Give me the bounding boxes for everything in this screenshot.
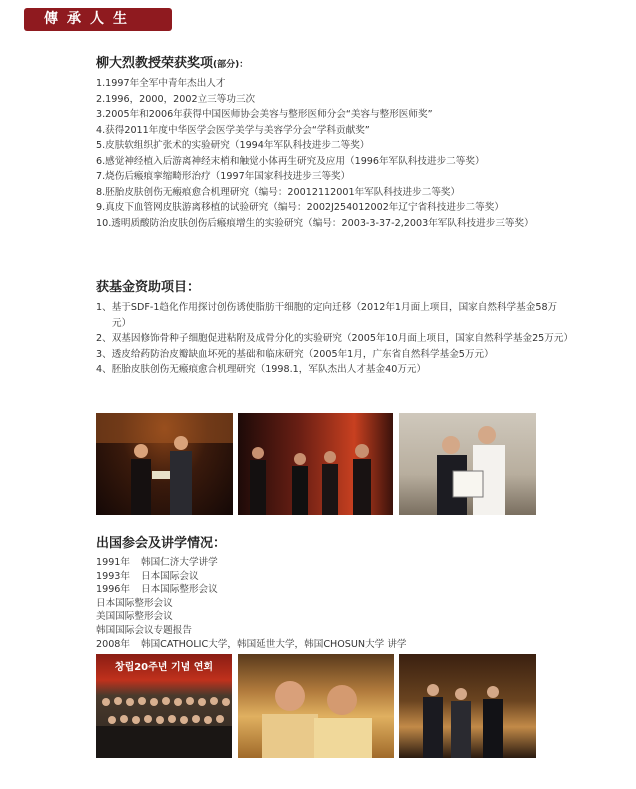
abroad-row [96, 556, 556, 570]
funding-item: 1、基于SDF-1趋化作用探讨创伤诱使脂肪干细胞的定向迁移（2012年1月面上项目，国家自然科学基金58万元） [96, 302, 558, 329]
certificate-figures [399, 413, 536, 515]
abroad-text: 韩国仁济大学讲学 [141, 557, 218, 568]
abroad-row [96, 624, 556, 638]
funding-title: 获基金资助项目： [96, 280, 201, 295]
abroad-text: 韩国国际会议专题报告 [96, 624, 192, 636]
honor-item: 3.2005年和2006年获得中国医师协会美容与整形医师分会“美容与整形医师奖” [96, 109, 433, 120]
honor-item: 1.1997年全军中青年杰出人才 [96, 78, 226, 89]
abroad-text: 日本国际整形会议 [96, 597, 173, 609]
abroad-year: 1991年 [96, 557, 131, 568]
honor-item: 7.烧伤后瘢痕挛缩畸形治疗（1997年国家科技进步三等奖） [96, 171, 351, 182]
header-banner: 傳承人生 [24, 8, 172, 31]
abroad-row [96, 597, 556, 611]
honor-item: 10.透明质酸防治皮肤创伤后瘢痕增生的实验研究（编号：2003-3-37-2,2003年军队科技进步三等奖） [96, 217, 534, 229]
honors-title-note: (部分)： [213, 60, 249, 70]
abroad-row [96, 610, 556, 624]
abroad-year: 2008年 [96, 638, 131, 650]
abroad-row [96, 570, 556, 584]
honor-item: 2.1996，2000，2002立三等功三次 [96, 93, 256, 105]
abroad-text: 韩国CATHOLIC大学，韩国延世大学，韩国CHOSUN大学 讲学 [141, 638, 407, 650]
group-photo-crowd [96, 654, 232, 758]
conference-hall-figures [399, 654, 536, 758]
abroad-section [96, 532, 556, 651]
funding-section [96, 276, 574, 378]
honors-section [96, 52, 556, 231]
stage-award-figures [238, 413, 393, 515]
photo-award-ceremony [96, 413, 233, 515]
abroad-title: 出国参会及讲学情况： [96, 536, 227, 551]
honors-title-text: 柳大烈教授荣获奖项 [96, 56, 214, 71]
funding-item: 2、双基因修饰骨种子细胞促进粘附及成骨分化的实验研究（2005年10月面上项目，国家自然科学基金25万元） [96, 333, 574, 344]
abroad-text: 美国国际整形会议 [96, 611, 173, 623]
honor-item: 8.胚胎皮肤创伤无瘢痕愈合机理研究（编号：20012112001年军队科技进步二等奖） [96, 186, 461, 198]
abroad-row [96, 638, 556, 652]
photo-two-people [238, 654, 394, 758]
photo-conference-hall [399, 654, 536, 758]
honor-item: 4.获得2011年度中华医学会医学美学与美容学分会“学科贡献奖” [96, 124, 370, 136]
honor-item: 5.皮肤软组织扩张术的实验研究（1994年军队科技进步二等奖） [96, 140, 370, 151]
photo-stage-award [238, 413, 393, 515]
award-ceremony-figures [96, 413, 233, 515]
honor-item: 9.真皮下血管网皮肤游离移植的试验研究（编号：2002J254012002年辽宁省科技进步二等奖） [96, 202, 504, 213]
anniversary-banner-text: 창립20주년 기념 연회 [114, 662, 214, 673]
abroad-year: 1993年 [96, 570, 131, 582]
photo-anniversary-group [96, 654, 232, 758]
abroad-text: 日本国际整形会议 [141, 584, 218, 596]
honors-title [96, 52, 556, 71]
two-people-figures [238, 654, 394, 758]
abroad-row [96, 583, 556, 597]
funding-item: 4、胚胎皮肤创伤无瘢痕愈合机理研究（1998.1，军队杰出人才基金40万元） [96, 364, 427, 375]
abroad-year: 1996年 [96, 584, 131, 596]
funding-item: 3、透皮给药防治皮瓣缺血坏死的基础和临床研究（2005年1月，广东省自然科学基金5万元） [96, 348, 494, 360]
abroad-text: 日本国际会议 [141, 570, 199, 582]
photo-certificate [399, 413, 536, 515]
honor-item: 6.感觉神经植入后游离神经末梢和触觉小体再生研究及应用（1996年军队科技进步二等奖） [96, 155, 485, 167]
